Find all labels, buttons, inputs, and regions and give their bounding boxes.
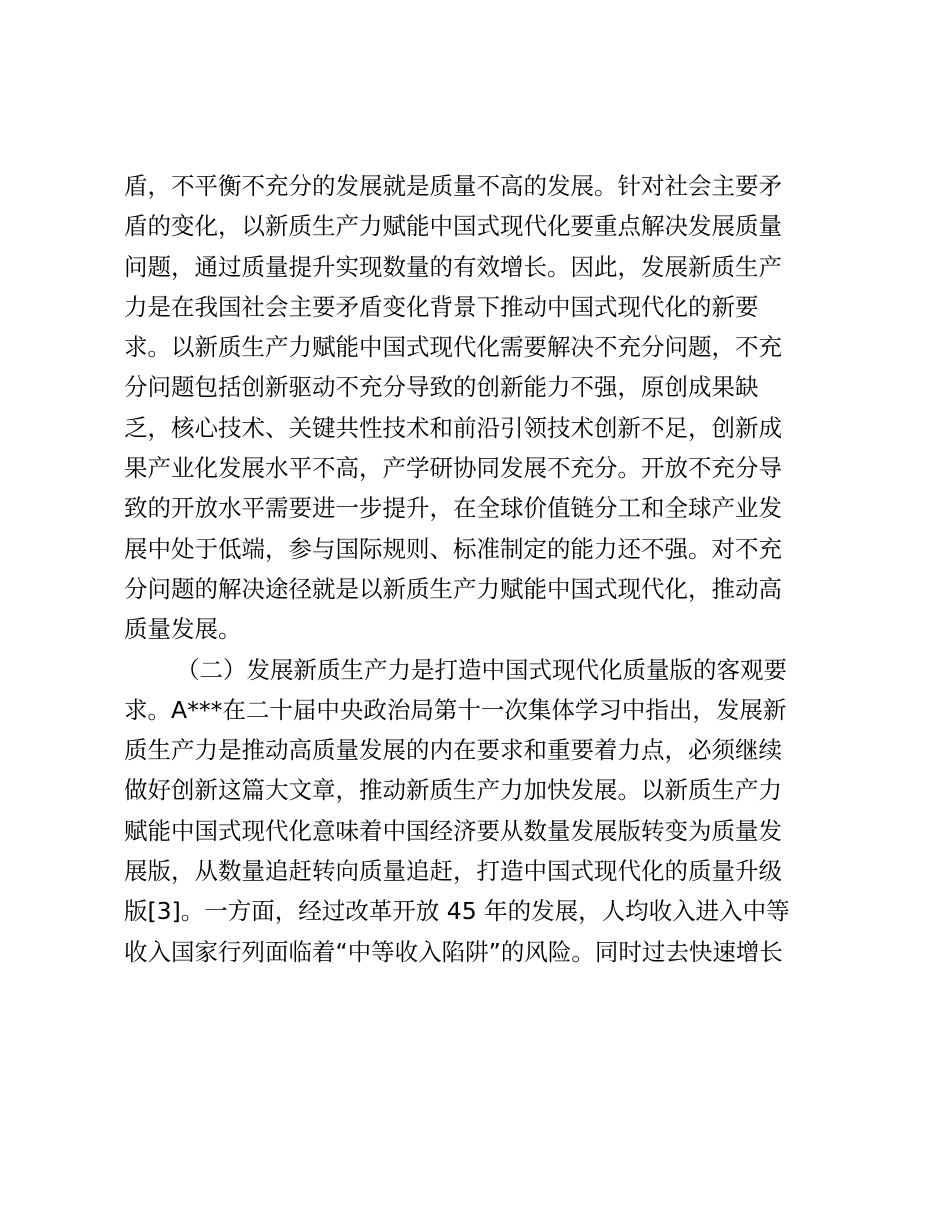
text-line: 做好创新这篇大文章，推动新质生产力加快发展。以新质生产力 xyxy=(124,776,782,805)
document-page xyxy=(124,166,824,972)
text-line: 分问题的解决途径就是以新质生产力赋能中国式现代化，推动高 xyxy=(124,574,782,603)
text-line: 展版，从数量追赶转向质量追赶，打造中国式现代化的质量升级 xyxy=(124,857,782,886)
text-line: 赋能中国式现代化意味着中国经济要从数量发展版转变为质量发 xyxy=(124,816,782,845)
text-line: 致的开放水平需要进一步提升，在全球价值链分工和全球产业发 xyxy=(124,494,782,523)
text-line: 盾，不平衡不充分的发展就是质量不高的发展。针对社会主要矛 xyxy=(124,172,782,200)
text-line: 求。A***在二十届中央政治局第十一次集体学习中指出，发展新 xyxy=(124,695,787,724)
text-line: 分问题包括创新驱动不充分导致的创新能力不强，原创成果缺 xyxy=(124,373,759,402)
text-line: 问题，通过质量提升实现数量的有效增长。因此，发展新质生产 xyxy=(124,252,782,281)
text-line: 求。以新质生产力赋能中国式现代化需要解决不充分问题，不充 xyxy=(124,333,782,362)
text-line: 果产业化发展水平不高，产学研协同发展不充分。开放不充分导 xyxy=(124,454,782,483)
text-line: 展中处于低端，参与国际规则、标准制定的能力还不强。对不充 xyxy=(124,534,782,563)
text-line: 质生产力是推动高质量发展的内在要求和重要着力点，必须继续 xyxy=(124,736,782,765)
text-line: 乏，核心技术、关键共性技术和前沿引领技术创新不足，创新成 xyxy=(124,413,782,442)
text-line: 质量发展。 xyxy=(124,615,242,644)
text-line: 收入国家行列面临着“中等收入陷阱”的风险。同时过去快速增长 xyxy=(124,937,783,966)
text-line: 力是在我国社会主要矛盾变化背景下推动中国式现代化的新要 xyxy=(124,292,759,321)
paragraph xyxy=(124,650,824,972)
text-line: 版[3]。一方面，经过改革开放 45 年的发展，人均收入进入中等 xyxy=(124,897,790,926)
text-line: （二）发展新质生产力是打造中国式现代化质量版的客观要 xyxy=(176,655,787,684)
text-line: 盾的变化，以新质生产力赋能中国式现代化要重点解决发展质量 xyxy=(124,212,782,241)
paragraph xyxy=(124,166,824,650)
